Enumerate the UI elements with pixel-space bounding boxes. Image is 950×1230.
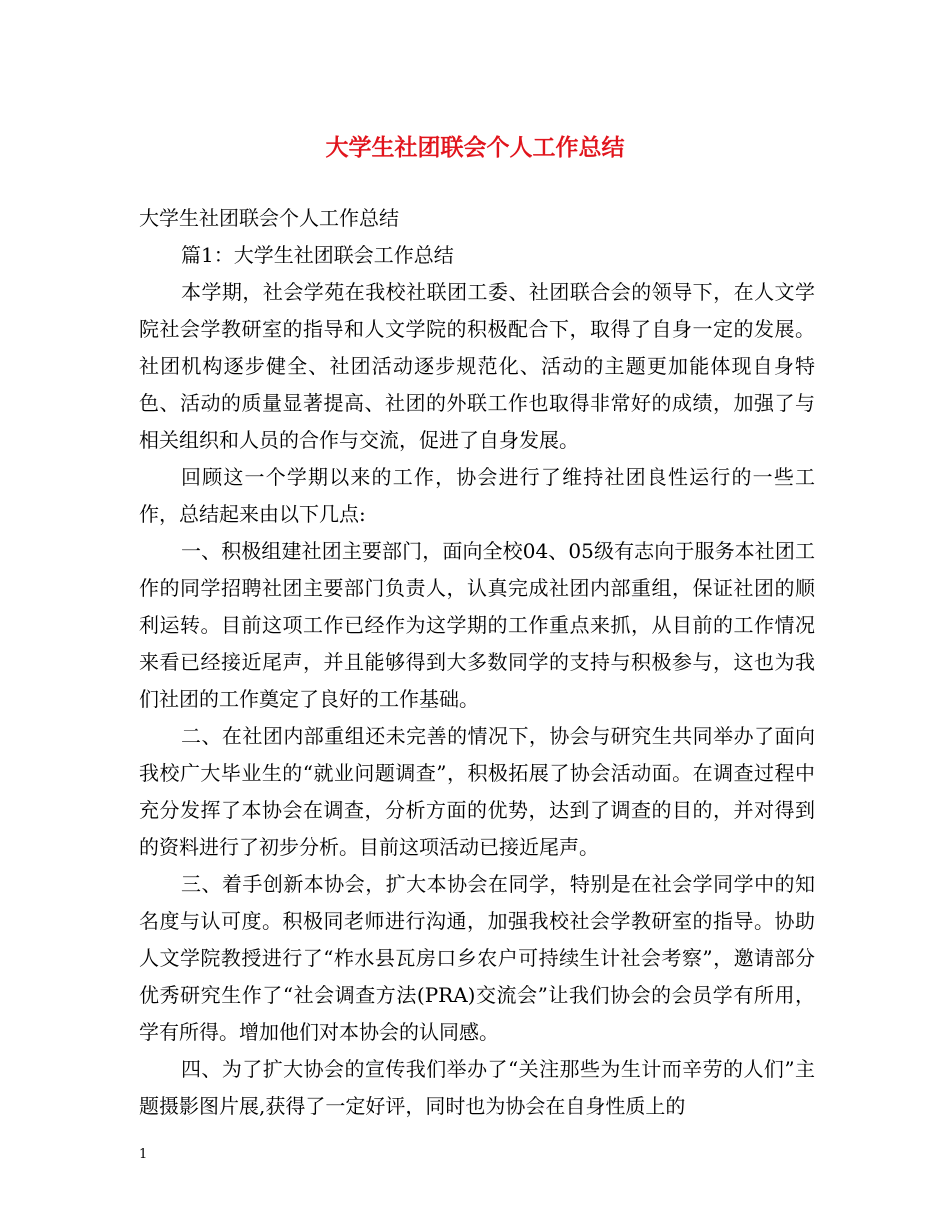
paragraph: 一、积极组建社团主要部门，面向全校04、05级有志向于服务本社团工作的同学招聘社团主要部门负责人，认真完成社团内部重组，保证社团的顺利运转。目前这项工作已经作为这学期的工作重点来抓，从目前的工作情况来看已经接近尾声，并且能够得到大多数同学的支持与积极参与，这也为我们社团的工作奠定了良好的工作基础。	[139, 539, 815, 711]
paragraph: 回顾这一个学期以来的工作，协会进行了维持社团良性运行的一些工作，总结起来由以下几点:	[139, 465, 815, 526]
paragraph: 四、为了扩大协会的宣传我们举办了“关注那些为生计而辛劳的人们”主题摄影图片展,获得了一定好评，同时也为协会在自身性质上的	[139, 1057, 815, 1118]
paragraph: 二、在社团内部重组还未完善的情况下，协会与研究生共同举办了面向我校广大毕业生的“就业问题调查”，积极拓展了协会活动面。在调查过程中充分发挥了本协会在调查，分析方面的优势，达到了调查的目的，并对得到的资料进行了初步分析。目前这项活动已接近尾声。	[139, 724, 815, 859]
document-subtitle: 大学生社团联会个人工作总结	[139, 206, 399, 230]
paragraph: 三、着手创新本协会，扩大本协会在同学，特别是在社会学同学中的知名度与认可度。积极同老师进行沟通，加强我校社会学教研室的指导。协助人文学院教授进行了“柞水县瓦房口乡农户可持续生计社会考察”，邀请部分优秀研究生作了“社会调查方法(PRA)交流会”让我们协会的会员学有所用，学有所得。增加他们对本协会的认同感。	[139, 872, 815, 1044]
section-heading: 篇1：大学生社团联会工作总结	[181, 243, 454, 267]
page-number: 1	[139, 1147, 148, 1162]
paragraph: 本学期，社会学苑在我校社联团工委、社团联合会的领导下，在人文学院社会学教研室的指导和人文学院的积极配合下，取得了自身一定的发展。社团机构逐步健全、社团活动逐步规范化、活动的主题更加能体现自身特色、活动的质量显著提高、社团的外联工作也取得非常好的成绩，加强了与相关组织和人员的合作与交流，促进了自身发展。	[139, 280, 815, 452]
document-body	[139, 200, 815, 1125]
document-title: 大学生社团联会个人工作总结	[325, 134, 625, 161]
